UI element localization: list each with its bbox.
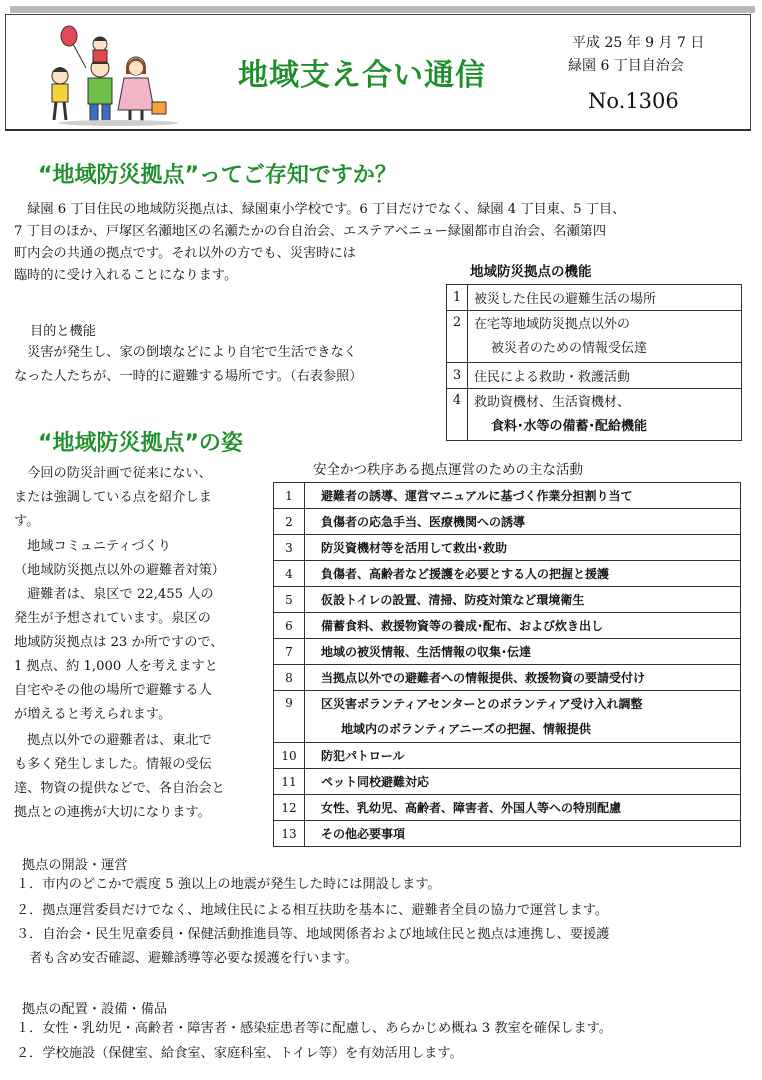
activity-row xyxy=(274,561,741,587)
body-line-6: が増えると考えられます。 xyxy=(14,707,172,722)
function-row-number: 2 xyxy=(447,311,468,363)
activity-row-text: 防犯パトロール xyxy=(305,743,741,769)
activity-row-number: 2 xyxy=(274,509,305,535)
activity-row-text: 当拠点以外での避難者への情報提供、救援物資の要請受付け xyxy=(305,665,741,691)
activity-row xyxy=(274,509,741,535)
placement-heading: 拠点の配置・設備・備品 xyxy=(22,1002,168,1017)
activity-row-number: 6 xyxy=(274,613,305,639)
opening-item-3: ３．自治会・民生児童委員・保健活動推進員等、地域関係者および地域住民と拠点は連携し、要援護 xyxy=(16,927,610,942)
activity-row-number: 9 xyxy=(274,691,305,743)
header-rule xyxy=(5,129,751,131)
activity-row-number: 1 xyxy=(274,483,305,509)
purpose-heading: 目的と機能 xyxy=(30,324,96,339)
function-row-text: 住民による救助・救護活動 xyxy=(468,363,742,389)
section1-line-2: 7 丁目のほか、戸塚区名瀬地区の名瀬たかの台自治会、エステアベニュー緑園都市自治会、名瀬第四 xyxy=(14,224,607,239)
activity-row xyxy=(274,795,741,821)
purpose-line-1: 災害が発生し、家の倒壊などにより自宅で生活できなく xyxy=(14,345,357,360)
activity-row-number: 11 xyxy=(274,769,305,795)
section1-title: “地域防災拠点”ってご存知ですか？ xyxy=(38,163,397,188)
activity-row-number: 10 xyxy=(274,743,305,769)
section2-title: “地域防災拠点”の姿 xyxy=(38,431,243,456)
publisher: 緑園 6 丁目自治会 xyxy=(568,58,684,74)
activity-row-text: 区災害ボランティアセンターとのボランティア受け入れ調整 地域内のボランティアニーズの把握、情報提供 xyxy=(305,691,741,743)
body-line-8: も多く発生しました。情報の受伝 xyxy=(14,757,212,772)
function-row-number: 3 xyxy=(447,363,468,389)
activity-row-text: 負傷者、高齢者など援護を必要とする人の把握と援護 xyxy=(305,561,741,587)
intro-line-2: または強調している点を紹介しま xyxy=(14,490,212,505)
activity-row xyxy=(274,665,741,691)
section1-line-1: 緑園 6 丁目住民の地域防災拠点は、緑園東小学校です。6 丁目だけでなく、緑園 4 丁目東、5 丁目、 xyxy=(14,202,626,217)
opening-item-2: ２．拠点運営委員だけでなく、地域住民による相互扶助を基本に、避難者全員の協力で運営します。 xyxy=(16,903,609,918)
activity-row-text: その他必要事項 xyxy=(305,821,741,847)
opening-heading: 拠点の開設・運営 xyxy=(22,858,128,873)
function-row-number: 1 xyxy=(447,285,468,311)
section1-line-3: 町内会の共通の拠点です。それ以外の方でも、災害時には xyxy=(14,246,356,261)
activity-table-caption: 安全かつ秩序ある拠点運営のための主な活動 xyxy=(313,462,583,478)
activity-row xyxy=(274,769,741,795)
top-shadow-bar xyxy=(10,6,755,13)
issue-number: No.1306 xyxy=(588,89,679,113)
function-row-number: 4 xyxy=(447,389,468,441)
community-heading-1: 地域コミュニティづくり xyxy=(14,539,171,554)
activity-row xyxy=(274,743,741,769)
function-row xyxy=(447,285,742,311)
activity-row-text: 負傷者の応急手当、医療機関への誘導 xyxy=(305,509,741,535)
body-line-7: 拠点以外での避難者は、東北で xyxy=(14,733,212,748)
function-table xyxy=(446,284,742,441)
body-line-3: 地域防災拠点は 23 か所ですので、 xyxy=(14,635,224,650)
activity-row-text: 仮設トイレの設置、清掃、防疫対策など環境衛生 xyxy=(305,587,741,613)
activity-row xyxy=(274,821,741,847)
activity-row xyxy=(274,691,741,743)
function-row xyxy=(447,363,742,389)
activity-row-number: 4 xyxy=(274,561,305,587)
newsletter-title: 地域支え合い通信 xyxy=(238,58,486,93)
section1-line-4: 臨時的に受け入れることになります。 xyxy=(14,268,238,283)
opening-item-1: １．市内のどこかで震度 5 強以上の地震が発生した時には開設します。 xyxy=(16,877,441,892)
function-row xyxy=(447,311,742,363)
placement-item-1: １．女性・乳幼児・高齢者・障害者・感染症患者等に配慮し、あらかじめ概ね 3 教室を確保します。 xyxy=(16,1021,612,1036)
activity-row xyxy=(274,613,741,639)
family-illustration xyxy=(38,22,188,126)
issue-date: 平成 25 年 9 月 7 日 xyxy=(572,35,705,51)
activity-row-number: 13 xyxy=(274,821,305,847)
function-row-text: 被災した住民の避難生活の場所 xyxy=(468,285,742,311)
activity-row-number: 7 xyxy=(274,639,305,665)
body-line-1: 避難者は、泉区で 22,455 人の xyxy=(14,587,214,602)
activity-row xyxy=(274,535,741,561)
function-row-text: 在宅等地域防災拠点以外の 被災者のための情報受伝達 xyxy=(468,311,742,363)
activity-row-number: 3 xyxy=(274,535,305,561)
activity-row xyxy=(274,639,741,665)
activity-row-number: 8 xyxy=(274,665,305,691)
purpose-line-2: なった人たちが、一時的に避難する場所です。（右表参照） xyxy=(14,369,363,384)
function-row xyxy=(447,389,742,441)
intro-line-1: 今回の防災計画で従来にない、 xyxy=(14,466,212,481)
body-line-5: 自宅やその他の場所で避難する人 xyxy=(14,683,212,698)
body-line-9: 達、物資の提供などで、各自治会と xyxy=(14,781,225,796)
body-line-4: 1 拠点、約 1,000 人を考えますと xyxy=(14,659,218,674)
body-line-10: 拠点との連携が大切になります。 xyxy=(14,805,211,820)
activity-table xyxy=(273,482,741,847)
activity-row-text: 防災資機材等を活用して救出･救助 xyxy=(305,535,741,561)
function-row-text: 救助資機材、生活資機材、 食料･水等の備蓄･配給機能 xyxy=(468,389,742,441)
community-heading-2: （地域防災拠点以外の避難者対策） xyxy=(14,563,225,578)
activity-row-number: 5 xyxy=(274,587,305,613)
body-line-2: 発生が予想されています。泉区の xyxy=(14,611,211,626)
activity-row-text: 地域の被災情報、生活情報の収集･伝達 xyxy=(305,639,741,665)
activity-row-text: ペット同校避難対応 xyxy=(305,769,741,795)
activity-row-text: 女性、乳幼児、高齢者、障害者、外国人等への特別配慮 xyxy=(305,795,741,821)
placement-item-2: ２．学校施設（保健室、給食室、家庭科室、トイレ等）を有効活用します。 xyxy=(16,1046,463,1061)
activity-row-number: 12 xyxy=(274,795,305,821)
activity-row-text: 備蓄食料、救援物資等の養成･配布、および炊き出し xyxy=(305,613,741,639)
opening-item-3-cont: 者も含め安否確認、避難誘導等必要な援護を行います。 xyxy=(16,951,358,966)
activity-row xyxy=(274,483,741,509)
function-table-caption: 地域防災拠点の機能 xyxy=(470,264,592,280)
activity-row xyxy=(274,587,741,613)
activity-row-text: 避難者の誘導、運営マニュアルに基づく作業分担割り当て xyxy=(305,483,741,509)
intro-line-3: す。 xyxy=(14,514,40,529)
